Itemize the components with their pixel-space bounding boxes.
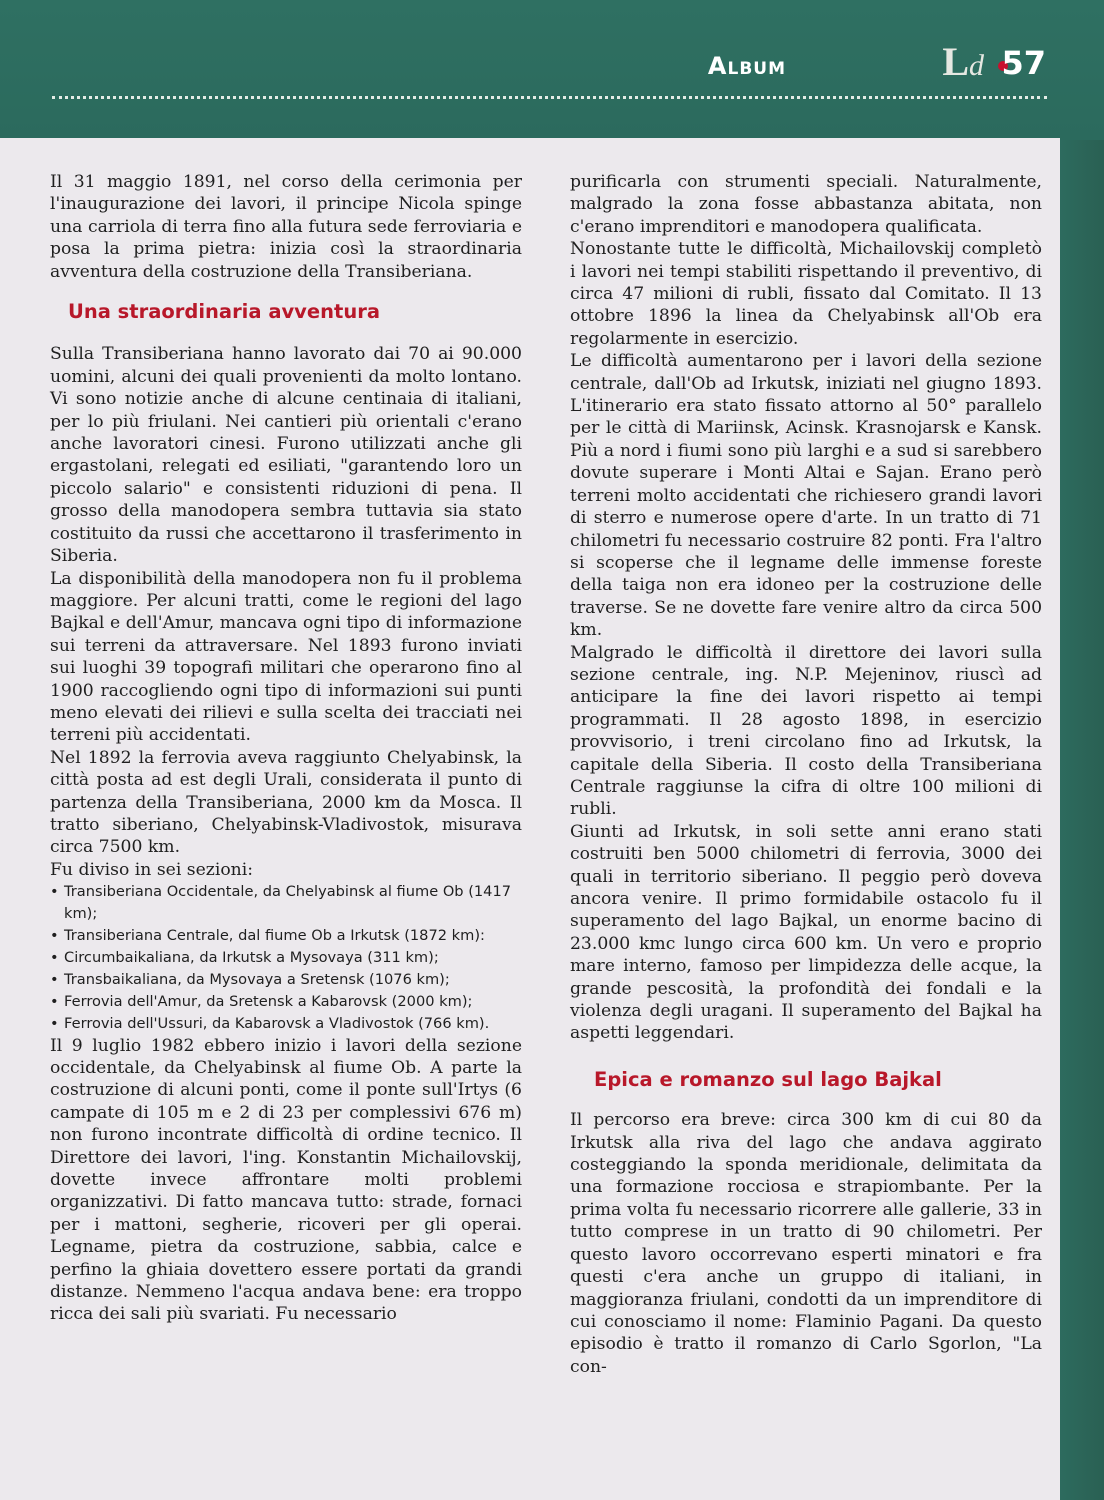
dotted-divider <box>52 96 1047 99</box>
list-item: • Transbaikaliana, da Mysovaya a Sretensk (1076 km); <box>50 969 522 991</box>
list-item: • Transiberiana Occidentale, da Chelyabinsk al fiume Ob (1417 km); <box>50 881 522 925</box>
list-item: • Circumbaikaliana, da Irkutsk a Mysovaya (311 km); <box>50 947 522 969</box>
left-column <box>50 171 522 1326</box>
section-heading: Una straordinaria avventura <box>68 300 380 324</box>
paragraph: Il 9 luglio 1982 ebbero inizio i lavori della sezione occidentale, da Chelyabinsk al fiume Ob. A parte la costruzione di alcuni ponti, come il ponte sull'Irtys (6 campate di 105 m e 2 di 23 per complessivi 676 m) non furono incontrate difficoltà di ordine tecnico. Il Direttore dei lavori, l'ing. Konstantin Michailovskij, dovette invece affrontare molti problemi organizzativi. Di fatto mancava tutto: strade, fornaci per i mattoni, segherie, ricoveri per gli operai. Legname, pietra da costruzione, sabbia, calce e perfino la ghiaia dovettero essere portati da grandi distanze. Nemmeno l'acqua andava bene: era troppo ricca dei sali più svariati. Fu necessario <box>50 1035 522 1325</box>
paragraph: Il 31 maggio 1891, nel corso della cerimonia per l'inaugurazione dei lavori, il principe Nicola spinge una carriola di terra fino alla futura sede ferroviaria e posa la prima pietra: inizia così la straordinaria avventura della costruzione della Transiberiana. <box>50 172 522 282</box>
paragraph: Le difficoltà aumentarono per i lavori della sezione centrale, dall'Ob ad Irkutsk, iniziati nel giugno 1893. L'itinerario era stato fissato attorno al 50° parallelo per le città di Mariinsk, Acinsk. Krasnojarsk e Kansk. Più a nord i fiumi sono più larghi e a sud si sarebbero dovute superare i Monti Altai e Sajan. Erano però terreni molto accidentati che richiesero grandi lavori di sterro e numerose opere d'arte. In un tratto di 71 chilometri fu necessario costruire 82 ponti. Fra l'altro si scoperse che il legname delle immense foreste della taiga non era idoneo per la costruzione delle traverse. Se ne dovette fare venire altro da circa 500 km. <box>570 351 1042 641</box>
paragraph: Giunti ad Irkutsk, in soli sette anni erano stati costruiti ben 5000 chilometri di ferrovia, 3000 dei quali in territorio siberiano. Il peggio però doveva ancora venire. Il primo formidabile ostacolo fu il superamento del lago Bajkal, un enorme bacino di 23.000 kmc lungo circa 600 km. Un vero e proprio mare interno, famoso per limpidezza delle acque, la grande pescosità, la profondità dei fondali e la violenza degli uragani. Il superamento del Bajkal ha aspetti leggendari. <box>570 821 1042 1044</box>
list-item: • Ferrovia dell'Amur, da Sretensk a Kabarovsk (2000 km); <box>50 991 522 1013</box>
paragraph: Nel 1892 la ferrovia aveva raggiunto Chelyabinsk, la città posta ad est degli Urali, considerata il punto di partenza della Transiberiana, 2000 km da Mosca. Il tratto siberiano, Chelyabinsk-Vladivostok, misurava circa 7500 km. <box>50 747 522 858</box>
paragraph: Sulla Transiberiana hanno lavorato dai 70 ai 90.000 uomini, alcuni dei quali provenienti da molto lontano. Vi sono notizie anche di alcune centinaia di italiani, per lo più friulani. Nei cantieri più orientali c'erano anche lavoratori cinesi. Furono utilizzati anche gli ergastolani, relegati ed esiliati, "garantendo loro un piccolo salario" e consistenti riduzioni di pena. Il grosso della manodopera sembra tuttavia sia stato costituito da russi che accettarono il trasferimento in Siberia. <box>50 344 522 567</box>
right-column <box>570 171 1042 1378</box>
paragraph: Il percorso era breve: circa 300 km di cui 80 da Irkutsk alla riva del lago che andava aggirato costeggiando la sponda meridionale, delimitata da una formazione rocciosa e strapiombante. Per la prima volta fu necessario ricorrere alle gallerie, 33 in tutto comprese in un tratto di 90 chilometri. Per questo lavoro occorrevano esperti minatori e fra questi c'era anche un gruppo di italiani, in maggioranza friulani, condotti da un imprenditore di cui conosciamo il nome: Flaminio Pagani. Da questo episodio è tratto il romanzo di Carlo Sgorlon, "La con- <box>570 1110 1042 1377</box>
paragraph: La disponibilità della manodopera non fu il problema maggiore. Per alcuni tratti, come le regioni del lago Bajkal e dell'Amur, mancava ogni tipo di informazione sui terreni da attraversare. Nel 1893 furono inviati sui luoghi 39 topografi militari che operarono fino al 1900 raccogliendo ogni tipo di informazioni sui punti meno elevati dei rilievi e sulla scelta dei tracciati nei terreni più accidentati. <box>50 568 522 746</box>
logo-small: d <box>969 49 984 82</box>
page-number: 57 <box>1001 44 1046 82</box>
header-band <box>0 0 1104 140</box>
list-item: • Transiberiana Centrale, dal fiume Ob a Irkutsk (1872 km): <box>50 925 522 947</box>
paragraph: purificarla con strumenti speciali. Naturalmente, malgrado la zona fosse abbastanza abitata, non c'erano imprenditori e manodopera qualificata. <box>570 172 1042 237</box>
section-title: Album <box>707 52 786 80</box>
section-heading: Epica e romanzo sul lago Bajkal <box>594 1067 942 1091</box>
logo-main: L <box>942 39 969 84</box>
sections-list <box>50 881 522 1034</box>
magazine-logo <box>942 39 984 86</box>
paragraph: Fu diviso in sei sezioni: <box>50 859 254 880</box>
page-edge <box>1060 140 1104 1500</box>
paragraph: Nonostante tutte le difficoltà, Michailovskij completò i lavori nei tempi stabiliti rispettando il preventivo, di circa 47 milioni di rubli, fissato dal Comitato. Il 13 ottobre 1896 la linea da Chelyabinsk all'Ob era regolarmente in esercizio. <box>570 239 1042 349</box>
list-item: • Ferrovia dell'Ussuri, da Kabarovsk a Vladivostok (766 km). <box>50 1013 522 1035</box>
paragraph: Malgrado le difficoltà il direttore dei lavori sulla sezione centrale, ing. N.P. Mejeninov, riuscì ad anticipare la fine dei lavori rispetto ai tempi programmati. Il 28 agosto 1898, in esercizio provvisorio, i treni circolano fino ad Irkutsk, la capitale della Siberia. Il costo della Transiberiana Centrale raggiunse la cifra di oltre 100 milioni di rubli. <box>570 642 1042 820</box>
